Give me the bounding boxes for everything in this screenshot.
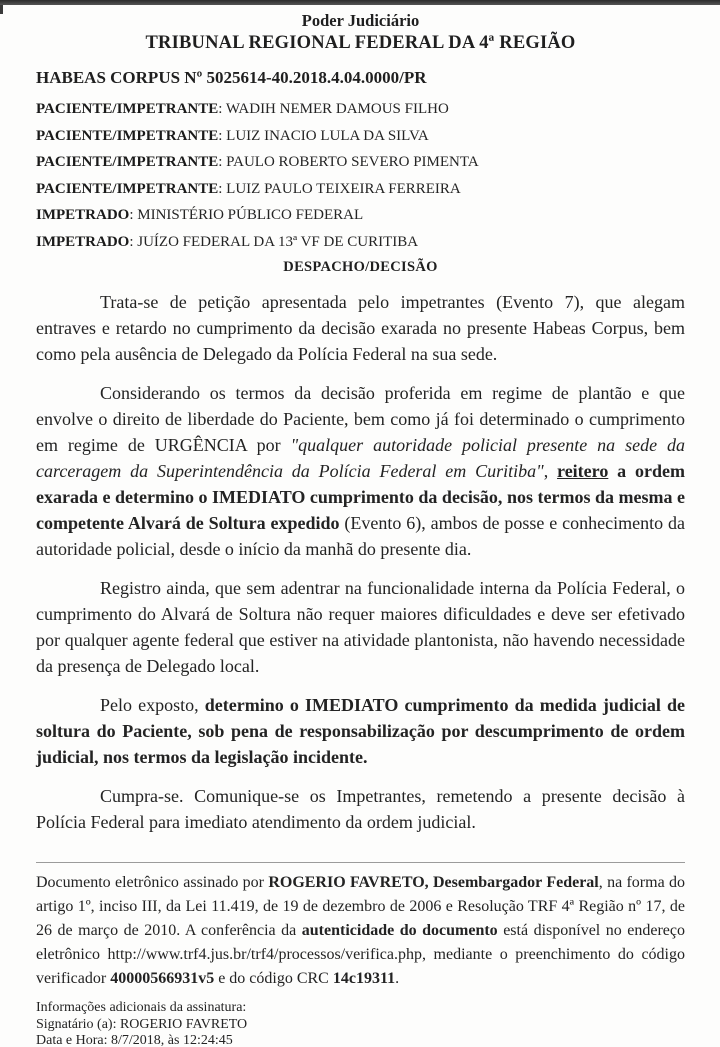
- paragraph-5: Cumpra-se. Comunique-se os Impetrantes, remetendo a presente decisão à Polícia Federal para imediato atendimento da ordem judicial.: [36, 786, 685, 832]
- signature-text: , na forma do artigo 1º, inciso III, da Lei 11.419, de 19 de dezembro de 2006 e Resolução TRF 4ª Região nº 17, de 26 de março de 2010. A conferência da: [36, 874, 686, 939]
- paragraph-4-lead: Pelo exposto,: [100, 695, 205, 715]
- paragraph-2-quoted-order: "qualquer autoridade policial presente na sede da carceragem da Superintendência da Polícia Federal em Curitiba": [36, 435, 685, 481]
- party-row: [36, 149, 685, 176]
- case-number: HABEAS CORPUS Nº 5025614-40.2018.4.04.0000/PR: [36, 68, 427, 87]
- footer-separator-line: [36, 862, 685, 863]
- header-tribunal-name: TRIBUNAL REGIONAL FEDERAL DA 4ª REGIÃO: [145, 33, 576, 53]
- paragraph-2-reitero: reitero: [557, 461, 609, 481]
- additional-info-title: Informações adicionais da assinatura:: [36, 1000, 247, 1015]
- paragraph-2-order-emphasis: a ordem exarada e determino o IMEDIATO cumprimento da decisão, nos termos da mesma e competente Alvará de Soltura expedido: [36, 461, 686, 533]
- party-row: [36, 123, 685, 150]
- party-value: LUIZ PAULO TEIXEIRA FERREIRA: [226, 180, 461, 197]
- paragraph-4-ruling-emphasis: determino o IMEDIATO cumprimento da medida judicial de soltura do Paciente, sob pena de responsabilização por descumprimento de ordem judicial, nos termos da legislação incidente.: [36, 695, 685, 767]
- additional-signature-info: [36, 1000, 685, 1047]
- party-label: PACIENTE/IMPETRANTE: [36, 180, 219, 197]
- paragraph-2: [36, 380, 685, 562]
- signature-footer: [36, 862, 685, 1047]
- signature-text: .: [395, 970, 400, 987]
- datetime-line: Data e Hora: 8/7/2018, às 12:24:45: [36, 1033, 233, 1047]
- crc-code: 14c19311: [332, 970, 396, 987]
- party-row: [36, 229, 685, 256]
- authenticity-emphasis: autenticidade do documento: [301, 922, 498, 939]
- court-header: [36, 11, 685, 55]
- paragraph-2-lead: Considerando os termos da decisão proferida em regime de plantão e que envolve o direito de liberdade do Paciente, bem como já foi determinado o cumprimento em regime de URGÊNCIA por: [36, 383, 685, 455]
- header-poder-judiciario: Poder Judiciário: [301, 11, 420, 30]
- party-separator: :: [218, 127, 227, 144]
- party-label: PACIENTE/IMPETRANTE: [36, 154, 219, 170]
- party-label: PACIENTE/IMPETRANTE: [36, 101, 219, 117]
- section-title: DESPACHO/DECISÃO: [283, 259, 438, 275]
- party-value: MINISTÉRIO PÚBLICO FEDERAL: [137, 207, 364, 223]
- parties-list: [36, 96, 685, 255]
- party-separator: :: [218, 101, 226, 117]
- paragraph-3: Registro ainda, que sem adentrar na funcionalidade interna da Polícia Federal, o cumprimento do Alvará de Soltura não requer maiores dificuldades e deve ser efetivado por qualquer agente federal que estiver na atividade plantonista, não havendo necessidade da presença de Delegado local.: [36, 578, 685, 676]
- paragraph-2-comma: ,: [543, 461, 558, 481]
- paragraph-2-tail: (Evento 6), ambos de posse e conhecimento da autoridade policial, desde o início da manhã do presente dia.: [36, 513, 685, 559]
- party-separator: :: [218, 180, 227, 197]
- signature-text: e do código CRC: [214, 970, 333, 987]
- party-value: JUÍZO FEDERAL DA 13ª VF DE CURITIBA: [137, 233, 419, 250]
- party-row: [36, 96, 685, 123]
- party-separator: :: [129, 207, 138, 223]
- party-label: IMPETRADO: [36, 207, 130, 223]
- party-value: PAULO ROBERTO SEVERO PIMENTA: [226, 154, 479, 170]
- party-row: [36, 176, 685, 203]
- party-value: LUIZ INACIO LULA DA SILVA: [226, 127, 429, 144]
- party-separator: :: [129, 233, 138, 250]
- scan-top-edge-artifact: [0, 0, 720, 5]
- electronic-signature-notice: [36, 871, 685, 991]
- paragraph-1: Trata-se de petição apresentada pelo impetrantes (Evento 7), que alegam entraves e retardo no cumprimento da decisão exarada no presente Habeas Corpus, bem como pela ausência de Delegado da Polícia Federal na sua sede.: [36, 292, 685, 364]
- party-label: PACIENTE/IMPETRANTE: [36, 127, 219, 144]
- scan-left-edge-artifact: [0, 5, 3, 14]
- party-row: [36, 202, 685, 229]
- signature-text: Documento eletrônico assinado por: [36, 874, 269, 891]
- verifier-code: 40000566931v5: [110, 970, 215, 987]
- paragraph-4: [36, 692, 685, 770]
- party-label: IMPETRADO: [36, 233, 130, 250]
- signature-text: está disponível no endereço eletrônico http://www.trf4.jus.br/trf4/processos/verifica.php, mediante o preenchimento do código verificador: [36, 922, 685, 987]
- signer-line: Signatário (a): ROGERIO FAVRETO: [36, 1016, 248, 1032]
- party-separator: :: [218, 154, 227, 170]
- party-value: WADIH NEMER DAMOUS FILHO: [225, 101, 449, 117]
- signer-name: ROGERIO FAVRETO, Desembargador Federal: [268, 874, 599, 891]
